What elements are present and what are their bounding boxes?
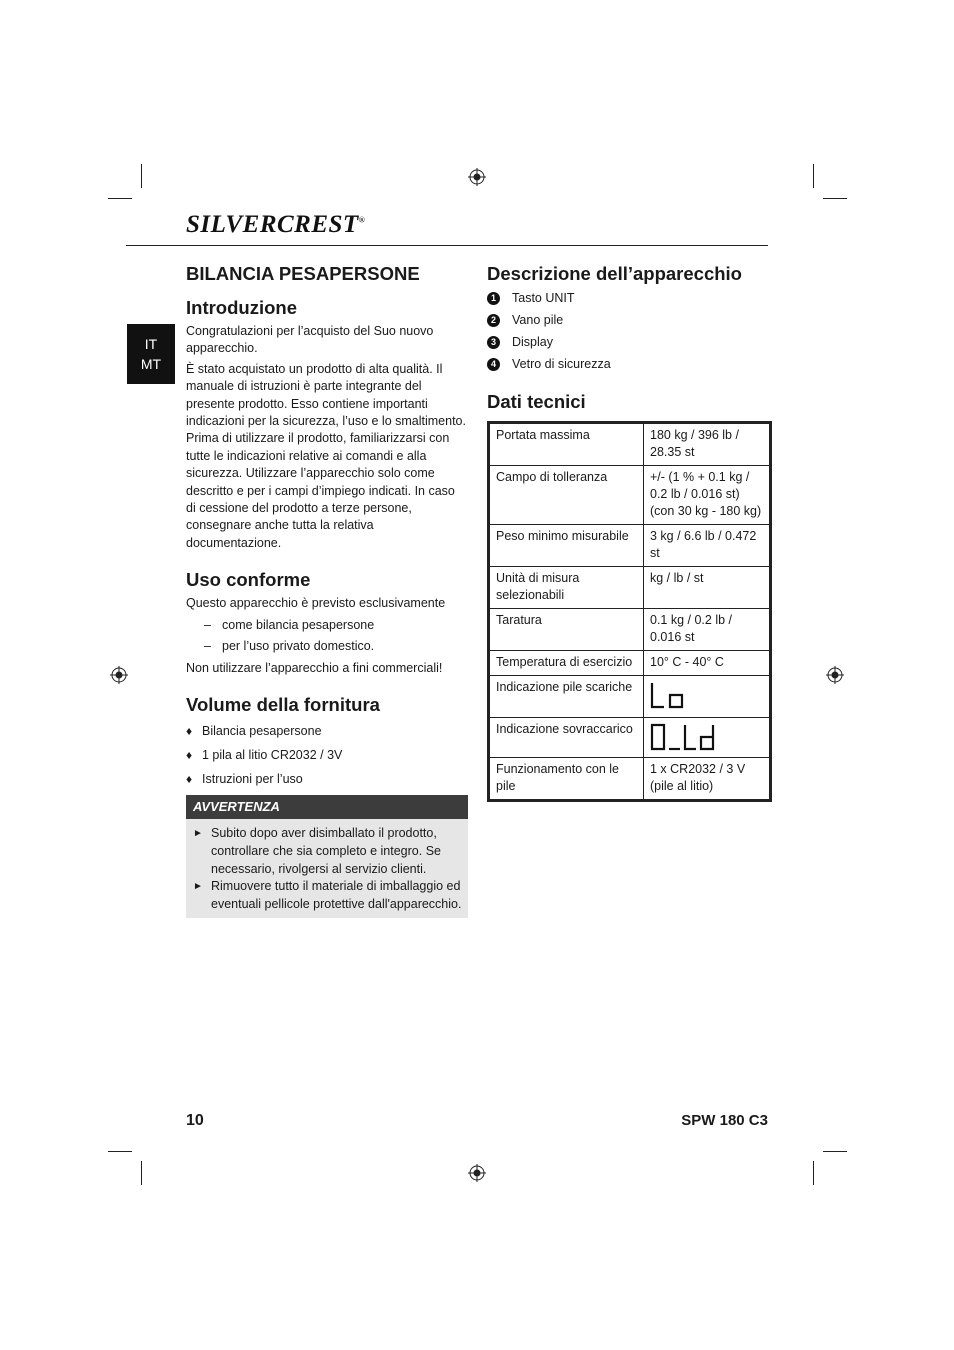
list-item [186, 878, 464, 914]
intended-use-heading: Uso conforme [186, 569, 311, 591]
list-item [186, 771, 468, 788]
lcd-overload-display-icon [650, 722, 720, 752]
warning-box [186, 795, 468, 918]
commercial-use-note: Non utilizzare l’apparecchio a fini commerciali! [186, 660, 443, 675]
header-divider [126, 245, 768, 246]
table-row [490, 718, 770, 758]
list-item [487, 356, 769, 373]
table-row [490, 567, 770, 609]
spec-key: Unità di misura selezionabili [490, 567, 644, 609]
spec-key: Indicazione sovraccarico [490, 718, 644, 758]
spec-key: Temperatura di esercizio [490, 651, 644, 676]
spec-key: Indicazione pile scariche [490, 676, 644, 718]
list-item-text: Istruzioni per l’uso [202, 771, 303, 786]
language-code-mt: MT [140, 356, 162, 372]
crop-mark [813, 164, 814, 188]
table-row [490, 466, 770, 525]
warning-title: AVVERTENZA [186, 795, 468, 819]
crop-mark [108, 198, 132, 199]
parts-list [487, 290, 769, 373]
intro-paragraph-1: Congratulazioni per l’acquisto del Suo nuovo apparecchio. [186, 324, 434, 356]
spec-key: Taratura [490, 609, 644, 651]
list-item: – per l’uso privato domestico. [204, 639, 375, 654]
list-item: – come bilancia pesapersone [204, 617, 375, 632]
specs-heading: Dati tecnici [487, 391, 586, 412]
specs-table-frame [487, 421, 772, 802]
list-item [487, 334, 769, 351]
number-badge: 2 [487, 314, 500, 327]
list-item-text: Display [512, 335, 553, 349]
diamond-bullet-icon: ♦ [186, 771, 193, 786]
list-item-text: 1 pila al litio CR2032 / 3V [202, 747, 343, 762]
registration-mark-icon [468, 168, 486, 186]
arrow-bullet-icon: ► [193, 881, 203, 893]
intended-use-paragraph: Questo apparecchio è previsto esclusivamente [186, 596, 446, 611]
table-row [490, 525, 770, 567]
intro-heading: Introduzione [186, 297, 297, 318]
table-row [490, 651, 770, 676]
lcd-lo-display-icon [650, 680, 690, 710]
list-item [186, 747, 468, 764]
language-code-it: IT [144, 336, 158, 352]
crop-mark [141, 164, 142, 188]
spec-value: 180 kg / 396 lb / 28.35 st [644, 424, 770, 466]
warning-list [186, 819, 468, 918]
spec-value: 3 kg / 6.6 lb / 0.472 st [644, 525, 770, 567]
model-number: SPW 180 C3 [681, 1112, 768, 1129]
spec-value: 10° C - 40° C [644, 651, 770, 676]
crop-mark [108, 1151, 132, 1152]
list-item [186, 723, 468, 740]
number-badge: 1 [487, 292, 500, 305]
intro-paragraph-2: È stato acquistato un prodotto di alta qualità. Il manuale di istruzioni è parte integrante del presente prodotto. Esso contiene importanti indicazioni per la sicurezza, l’uso e lo smaltimento. Prima di utilizzare il prodotto, familiarizzarsi con tutte le indicazioni relative ai comandi e alla sicurezza. Utilizzare l’apparecchio solo come descritto e per i campi d’impiego indicati. In caso di cessione del prodotto a terze persone, consegnare anche tutta la relativa documentazione. [186, 361, 466, 550]
spec-value-text [650, 710, 651, 711]
spec-value: 1 x CR2032 / 3 V (pile al litio) [644, 758, 770, 800]
diamond-bullet-icon: ♦ [186, 747, 193, 762]
number-badge: 4 [487, 358, 500, 371]
list-item-text: Subito dopo aver disimballato il prodotto, controllare che sia completo e integro. Se necessario, rivolgersi al servizio clienti. [211, 825, 441, 876]
page-title: BILANCIA PESAPERSONE [186, 263, 420, 284]
left-column [186, 262, 468, 918]
table-row [490, 609, 770, 651]
spec-value: kg / lb / st [644, 567, 770, 609]
crop-mark [141, 1161, 142, 1185]
description-heading: Descrizione dell’apparecchio [487, 263, 742, 284]
spec-value: +/- (1 % + 0.1 kg / 0.2 lb / 0.016 st) (con 30 kg - 180 kg) [644, 466, 770, 525]
right-column [487, 262, 769, 807]
list-item-text: per l’uso privato domestico. [222, 639, 375, 654]
delivery-list [186, 723, 468, 788]
number-badge: 3 [487, 336, 500, 349]
spec-key: Funzionamento con le pile [490, 758, 644, 800]
table-row [490, 758, 770, 800]
registered-mark: ® [358, 215, 366, 225]
list-item-text: Bilancia pesapersone [202, 723, 322, 738]
crop-mark [823, 198, 847, 199]
spec-value-text [650, 752, 651, 753]
arrow-bullet-icon: ► [193, 827, 203, 839]
table-row [490, 424, 770, 466]
list-item-text: Rimuovere tutto il materiale di imballaggio ed eventuali pellicole protettive dall'apparecchio. [211, 879, 462, 912]
crop-mark [813, 1161, 814, 1185]
list-item [487, 312, 769, 329]
spec-key: Campo di tolleranza [490, 466, 644, 525]
page-number: 10 [186, 1112, 204, 1129]
list-item [487, 290, 769, 307]
brand-logo [186, 211, 365, 239]
brand-logo-text: SILVERCREST [186, 211, 359, 238]
spec-key: Peso minimo misurabile [490, 525, 644, 567]
list-item-text: Vano pile [512, 313, 564, 327]
list-item-text: come bilancia pesapersone [222, 617, 375, 632]
list-item-text: Vetro di sicurezza [512, 357, 611, 371]
list-item [186, 825, 464, 878]
language-tab [127, 324, 175, 384]
spec-key: Portata massima [490, 424, 644, 466]
spec-value-display [644, 718, 770, 758]
registration-mark-icon [110, 666, 128, 684]
intended-use-list [186, 617, 468, 656]
spec-value-display [644, 676, 770, 718]
registration-mark-icon [826, 666, 844, 684]
spec-value: 0.1 kg / 0.2 lb / 0.016 st [644, 609, 770, 651]
diamond-bullet-icon: ♦ [186, 723, 193, 738]
table-row [490, 676, 770, 718]
crop-mark [823, 1151, 847, 1152]
list-item-text: Tasto UNIT [512, 291, 575, 305]
specs-table [489, 423, 770, 800]
registration-mark-icon [468, 1164, 486, 1182]
delivery-heading: Volume della fornitura [186, 693, 380, 715]
